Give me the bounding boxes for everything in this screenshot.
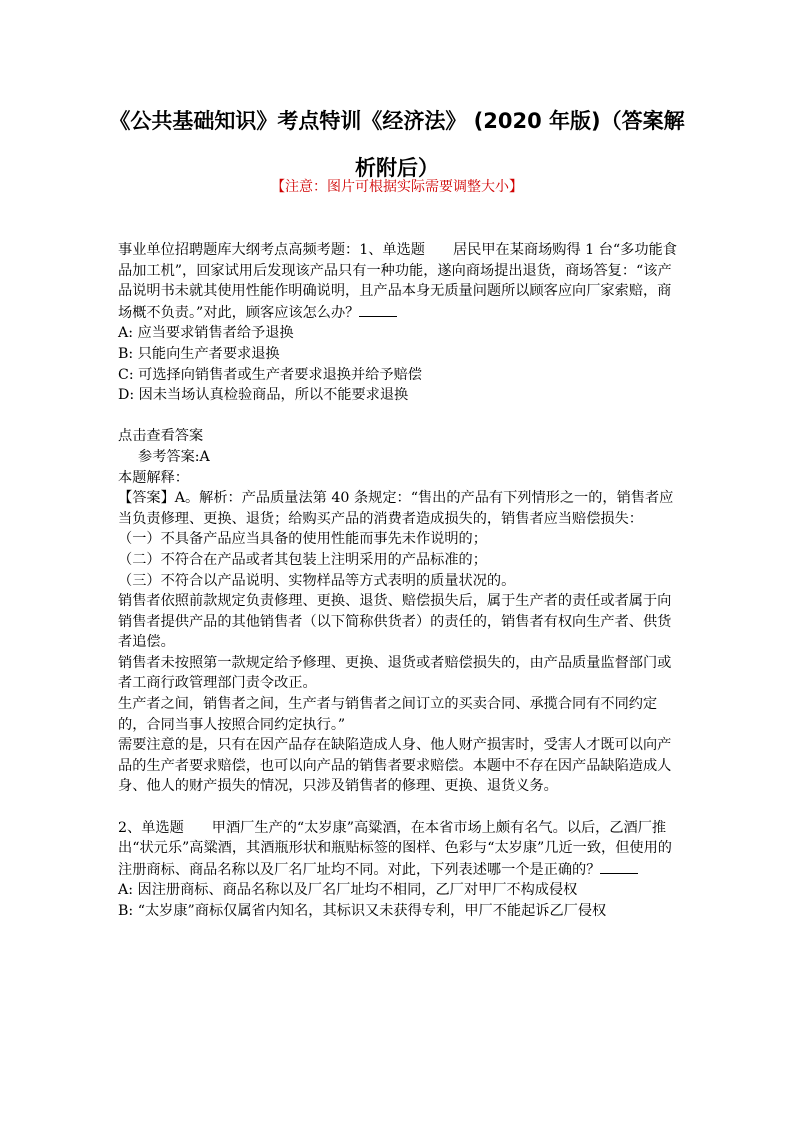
answer-blank xyxy=(359,302,397,317)
option-a: A: 因注册商标、商品名称以及厂名厂址均不相同，乙厂对甲厂不构成侵权 xyxy=(118,882,578,899)
explanation-label: 本题解释： xyxy=(118,469,189,486)
page-title: 《公共基础知识》考点特训《经济法》 (2020 年版)（答案解析附后） xyxy=(109,109,685,180)
explanation-paragraph: 生产者之间，销售者之间，生产者与销售者之间订立的买卖合同、承揽合同有不同约定的，合同当事人按照合同约定执行。” xyxy=(118,696,658,733)
notice-text: 【注意：图片可根据实际需要调整大小】 xyxy=(271,179,523,195)
option-c: C: 可选择向销售者或生产者要求退换并给予赔偿 xyxy=(118,366,422,383)
reference-answer: 参考答案:A xyxy=(138,448,210,465)
view-answer-link[interactable]: 点击查看答案 xyxy=(118,428,204,445)
explanation-paragraph: （三）不符合以产品说明、实物样品等方式表明的质量状况的。 xyxy=(118,572,516,589)
explanation-paragraph: （一）不具备产品应当具备的使用性能而事先未作说明的； xyxy=(118,531,487,548)
explanation-paragraph: 销售者依照前款规定负责修理、更换、退货、赔偿损失后，属于生产者的责任或者属于向销售者提供产品的其他销售者（以下简称供货者）的责任的，销售者有权向生产者、供货者追偿。 xyxy=(118,593,672,651)
option-b: B: “太岁康”商标仅属省内知名，其标识又未获得专利，甲厂不能起诉乙厂侵权 xyxy=(118,903,607,919)
explanation-paragraph: （二）不符合在产品或者其包装上注明采用的产品标准的； xyxy=(118,551,487,568)
document-body xyxy=(118,240,678,922)
question-1-stem: 事业单位招聘题库大纲考点高频考题：1、单选题 居民甲在某商场购得 1 台“多功能食品加工机”，回家试用后发现该产品只有一种功能，遂向商场提出退货，商场答复：“该产品说明书未就其使用性能作明确说明，且产品本身无质量问题所以顾客应向厂家索赔，商场概不负责。”对此，顾客应该怎么办？ xyxy=(118,242,677,321)
explanation-paragraph: 销售者未按照第一款规定给予修理、更换、退货或者赔偿损失的，由产品质量监督部门或者工商行政管理部门责令改正。 xyxy=(118,654,672,692)
option-d: D: 因未当场认真检验商品，所以不能要求退换 xyxy=(118,387,409,404)
explanation-paragraph: 【答案】A。解析：产品质量法第 40 条规定：“售出的产品有下列情形之一的，销售者应当负责修理、更换、退货；给购买产品的消费者造成损失的，销售者应当赔偿损失： xyxy=(118,490,674,527)
answer-blank xyxy=(600,859,638,874)
explanation-paragraph: 需要注意的是，只有在因产品存在缺陷造成人身、他人财产损害时，受害人才既可以向产品的生产者要求赔偿，也可以向产品的销售者要求赔偿。本题中不存在因产品缺陷造成人身、他人的财产损失的情况，只涉及销售者的修理、更换、退货义务。 xyxy=(118,737,672,795)
option-a: A: 应当要求销售者给予退换 xyxy=(118,325,294,342)
option-b: B: 只能向生产者要求退换 xyxy=(118,345,280,362)
question-2-stem: 2、单选题 甲酒厂生产的“太岁康”高粱酒，在本省市场上颇有名气。以后，乙酒厂推出“状元乐”高粱酒，其酒瓶形状和瓶贴标签的图样、色彩与“太岁康”几近一致，但使用的注册商标、商品名称以及厂名厂址均不同。对此，下列表述哪一个是正确的？ xyxy=(118,819,672,878)
